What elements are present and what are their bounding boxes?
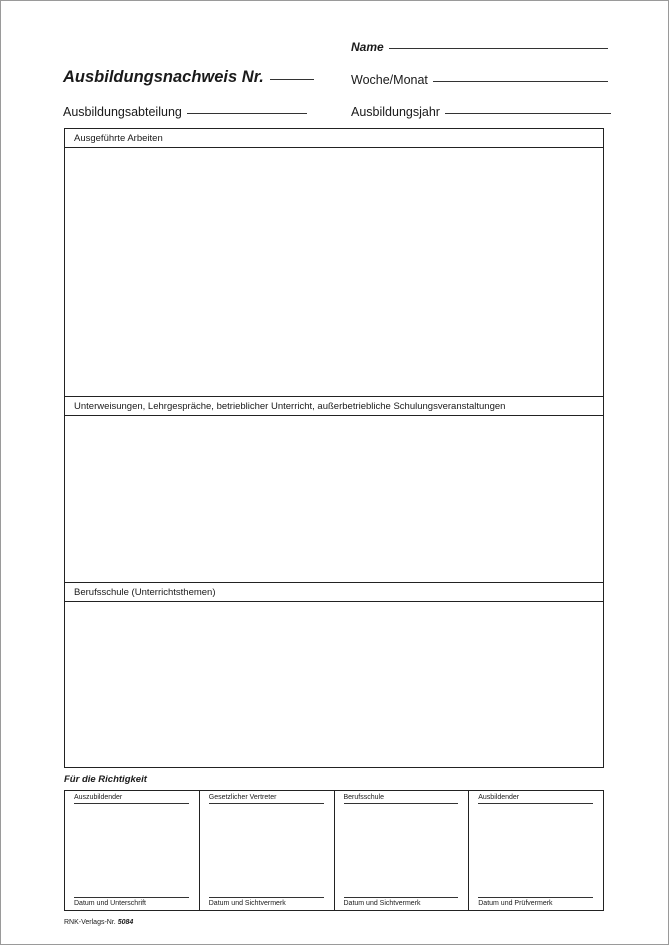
report-box	[64, 128, 604, 768]
signature-role: Gesetzlicher Vertreter	[209, 794, 324, 804]
signature-cell-auszubildender[interactable]	[65, 791, 200, 910]
richtigkeit-heading: Für die Richtigkeit	[64, 774, 147, 785]
woche-monat-line[interactable]	[433, 80, 608, 82]
name-field[interactable]	[351, 40, 608, 54]
woche-monat-field[interactable]	[351, 73, 608, 87]
signature-caption: Datum und Sichtvermerk	[344, 897, 459, 907]
name-label: Name	[351, 40, 384, 54]
nr-line[interactable]	[270, 78, 314, 80]
signature-cell-ausbildender[interactable]	[469, 791, 603, 910]
section-header-unterweisungen	[65, 397, 603, 416]
section-label-unterweisungen: Unterweisungen, Lehrgespräche, betrieblicher Unterricht, außerbetriebliche Schulungsveranstaltungen	[74, 401, 506, 412]
ausbildungsjahr-field[interactable]	[351, 105, 611, 119]
section-area-berufsschule[interactable]	[65, 603, 603, 766]
ausbildungsjahr-line[interactable]	[445, 112, 611, 114]
signature-caption: Datum und Sichtvermerk	[209, 897, 324, 907]
name-line[interactable]	[389, 47, 608, 49]
section-label-arbeiten: Ausgeführte Arbeiten	[74, 133, 163, 144]
title-label: Ausbildungsnachweis Nr.	[63, 68, 264, 86]
publisher-footer	[64, 919, 133, 926]
ausbildungsabteilung-line[interactable]	[187, 112, 307, 114]
signature-caption: Datum und Unterschrift	[74, 897, 189, 907]
section-header-arbeiten	[65, 129, 603, 148]
ausbildungsabteilung-label: Ausbildungsabteilung	[63, 105, 182, 119]
signature-role: Auszubildender	[74, 794, 189, 804]
publisher-label: RNK-Verlags-Nr.	[64, 919, 116, 926]
section-label-berufsschule: Berufsschule (Unterrichtsthemen)	[74, 587, 216, 598]
ausbildungsjahr-label: Ausbildungsjahr	[351, 105, 440, 119]
signature-caption: Datum und Prüfvermerk	[478, 897, 593, 907]
section-header-berufsschule	[65, 583, 603, 602]
signature-cell-gesetzlicher-vertreter[interactable]	[200, 791, 335, 910]
section-area-arbeiten[interactable]	[65, 148, 603, 397]
woche-monat-label: Woche/Monat	[351, 73, 428, 87]
publisher-number: 5084	[117, 919, 134, 926]
signature-cell-berufsschule[interactable]	[335, 791, 470, 910]
signature-role: Berufsschule	[344, 794, 459, 804]
form-title	[63, 68, 314, 87]
signature-box	[64, 790, 604, 911]
signature-role: Ausbildender	[478, 794, 593, 804]
ausbildungsabteilung-field[interactable]	[63, 105, 307, 119]
section-area-unterweisungen[interactable]	[65, 417, 603, 583]
